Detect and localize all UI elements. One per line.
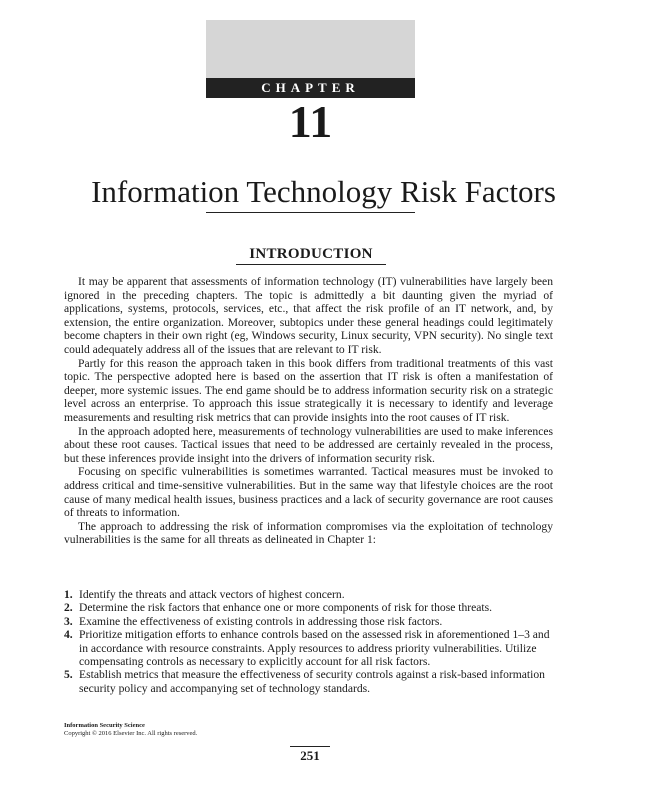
chapter-label: CHAPTER [206, 78, 415, 98]
list-item-number: 5. [64, 668, 73, 682]
list-item-text: Establish metrics that measure the effectiveness of security controls against a risk-based information security policy and accompanying set of technology standards. [79, 668, 545, 695]
list-item [64, 588, 553, 601]
page-number-rule [290, 746, 330, 747]
list-item-text: Identify the threats and attack vectors of highest concern. [79, 588, 345, 601]
paragraph: The approach to addressing the risk of information compromises via the exploitation of technology vulnerabilities is the same for all threats as delineated in Chapter 1: [64, 519, 553, 547]
body-text [64, 275, 553, 547]
list-item-number: 4. [64, 628, 73, 642]
page-number: 251 [300, 748, 320, 763]
footnote-copyright: Copyright © 2016 Elsevier Inc. All rights reserved. [64, 730, 198, 737]
section-divider [236, 264, 386, 265]
list-item [64, 668, 553, 695]
list-item-text: Determine the risk factors that enhance one or more components of risk for those threats. [79, 601, 493, 615]
paragraph: It may be apparent that assessments of information technology (IT) vulnerabilities have largely been ignored in the preceding chapters. The topic is admittedly a bit daunting given the myriad of applications, systems, protocols, services, etc., that affect the risk profile of an IT network, and, by extension, the entire organization. Moreover, subtopics under these general headings could legitimately become chapters in their own right (eg, Windows security, Linux security, VPN security). No single text could adequately address all of the issues that are relevant to IT risk. [64, 275, 553, 356]
chapter-number: 11 [288, 96, 333, 147]
footnote [64, 722, 364, 738]
chapter-title: Information Technology Risk Factors [91, 174, 556, 209]
paragraph: Partly for this reason the approach taken in this book differs from traditional treatments of this vast topic. The perspective adopted here is based on the assertion that IT risk is often a manifestation of deeper, more systemic issues. The end game should be to address information security risk on a strategic level across an enterprise. To approach this issue strategically it is necessary to identify and leverage measurements and resulting risk metrics that can provide insights into the root causes of IT risk. [64, 356, 553, 424]
list-item-text: Examine the effectiveness of existing controls in addressing those risk factors. [79, 614, 443, 628]
section-heading: INTRODUCTION [249, 246, 373, 262]
list-item-number: 2. [64, 601, 73, 615]
list-item [64, 615, 553, 628]
list-item [64, 601, 553, 614]
paragraph: In the approach adopted here, measurements of technology vulnerabilities are used to make inferences about these root causes. Tactical issues that need to be addressed are certainly revealed in the process, but these inferences provide insight into the drivers of information security risk. [64, 424, 553, 465]
list-item-number: 3. [64, 614, 73, 628]
footnote-book-title: Information Security Science [64, 722, 145, 729]
steps-list [64, 588, 553, 695]
list-item-number: 1. [64, 588, 73, 601]
paragraph: Focusing on specific vulnerabilities is sometimes warranted. Tactical measures must be invoked to address critical and time-sensitive vulnerabilities. But in the same way that lifestyle choices are the root cause of many medical health issues, business practices and a lack of security governance are root causes of threats to information. [64, 465, 553, 520]
list-item [64, 628, 553, 668]
title-divider [206, 212, 415, 213]
list-item-text: Prioritize mitigation efforts to enhance controls based on the assessed risk in aforementioned 1–3 and in accordance with resource constraints. Apply resources to address priority vulnerabilities. Utilize compensating controls as necessary to explicitly account for all risk factors. [79, 628, 550, 669]
